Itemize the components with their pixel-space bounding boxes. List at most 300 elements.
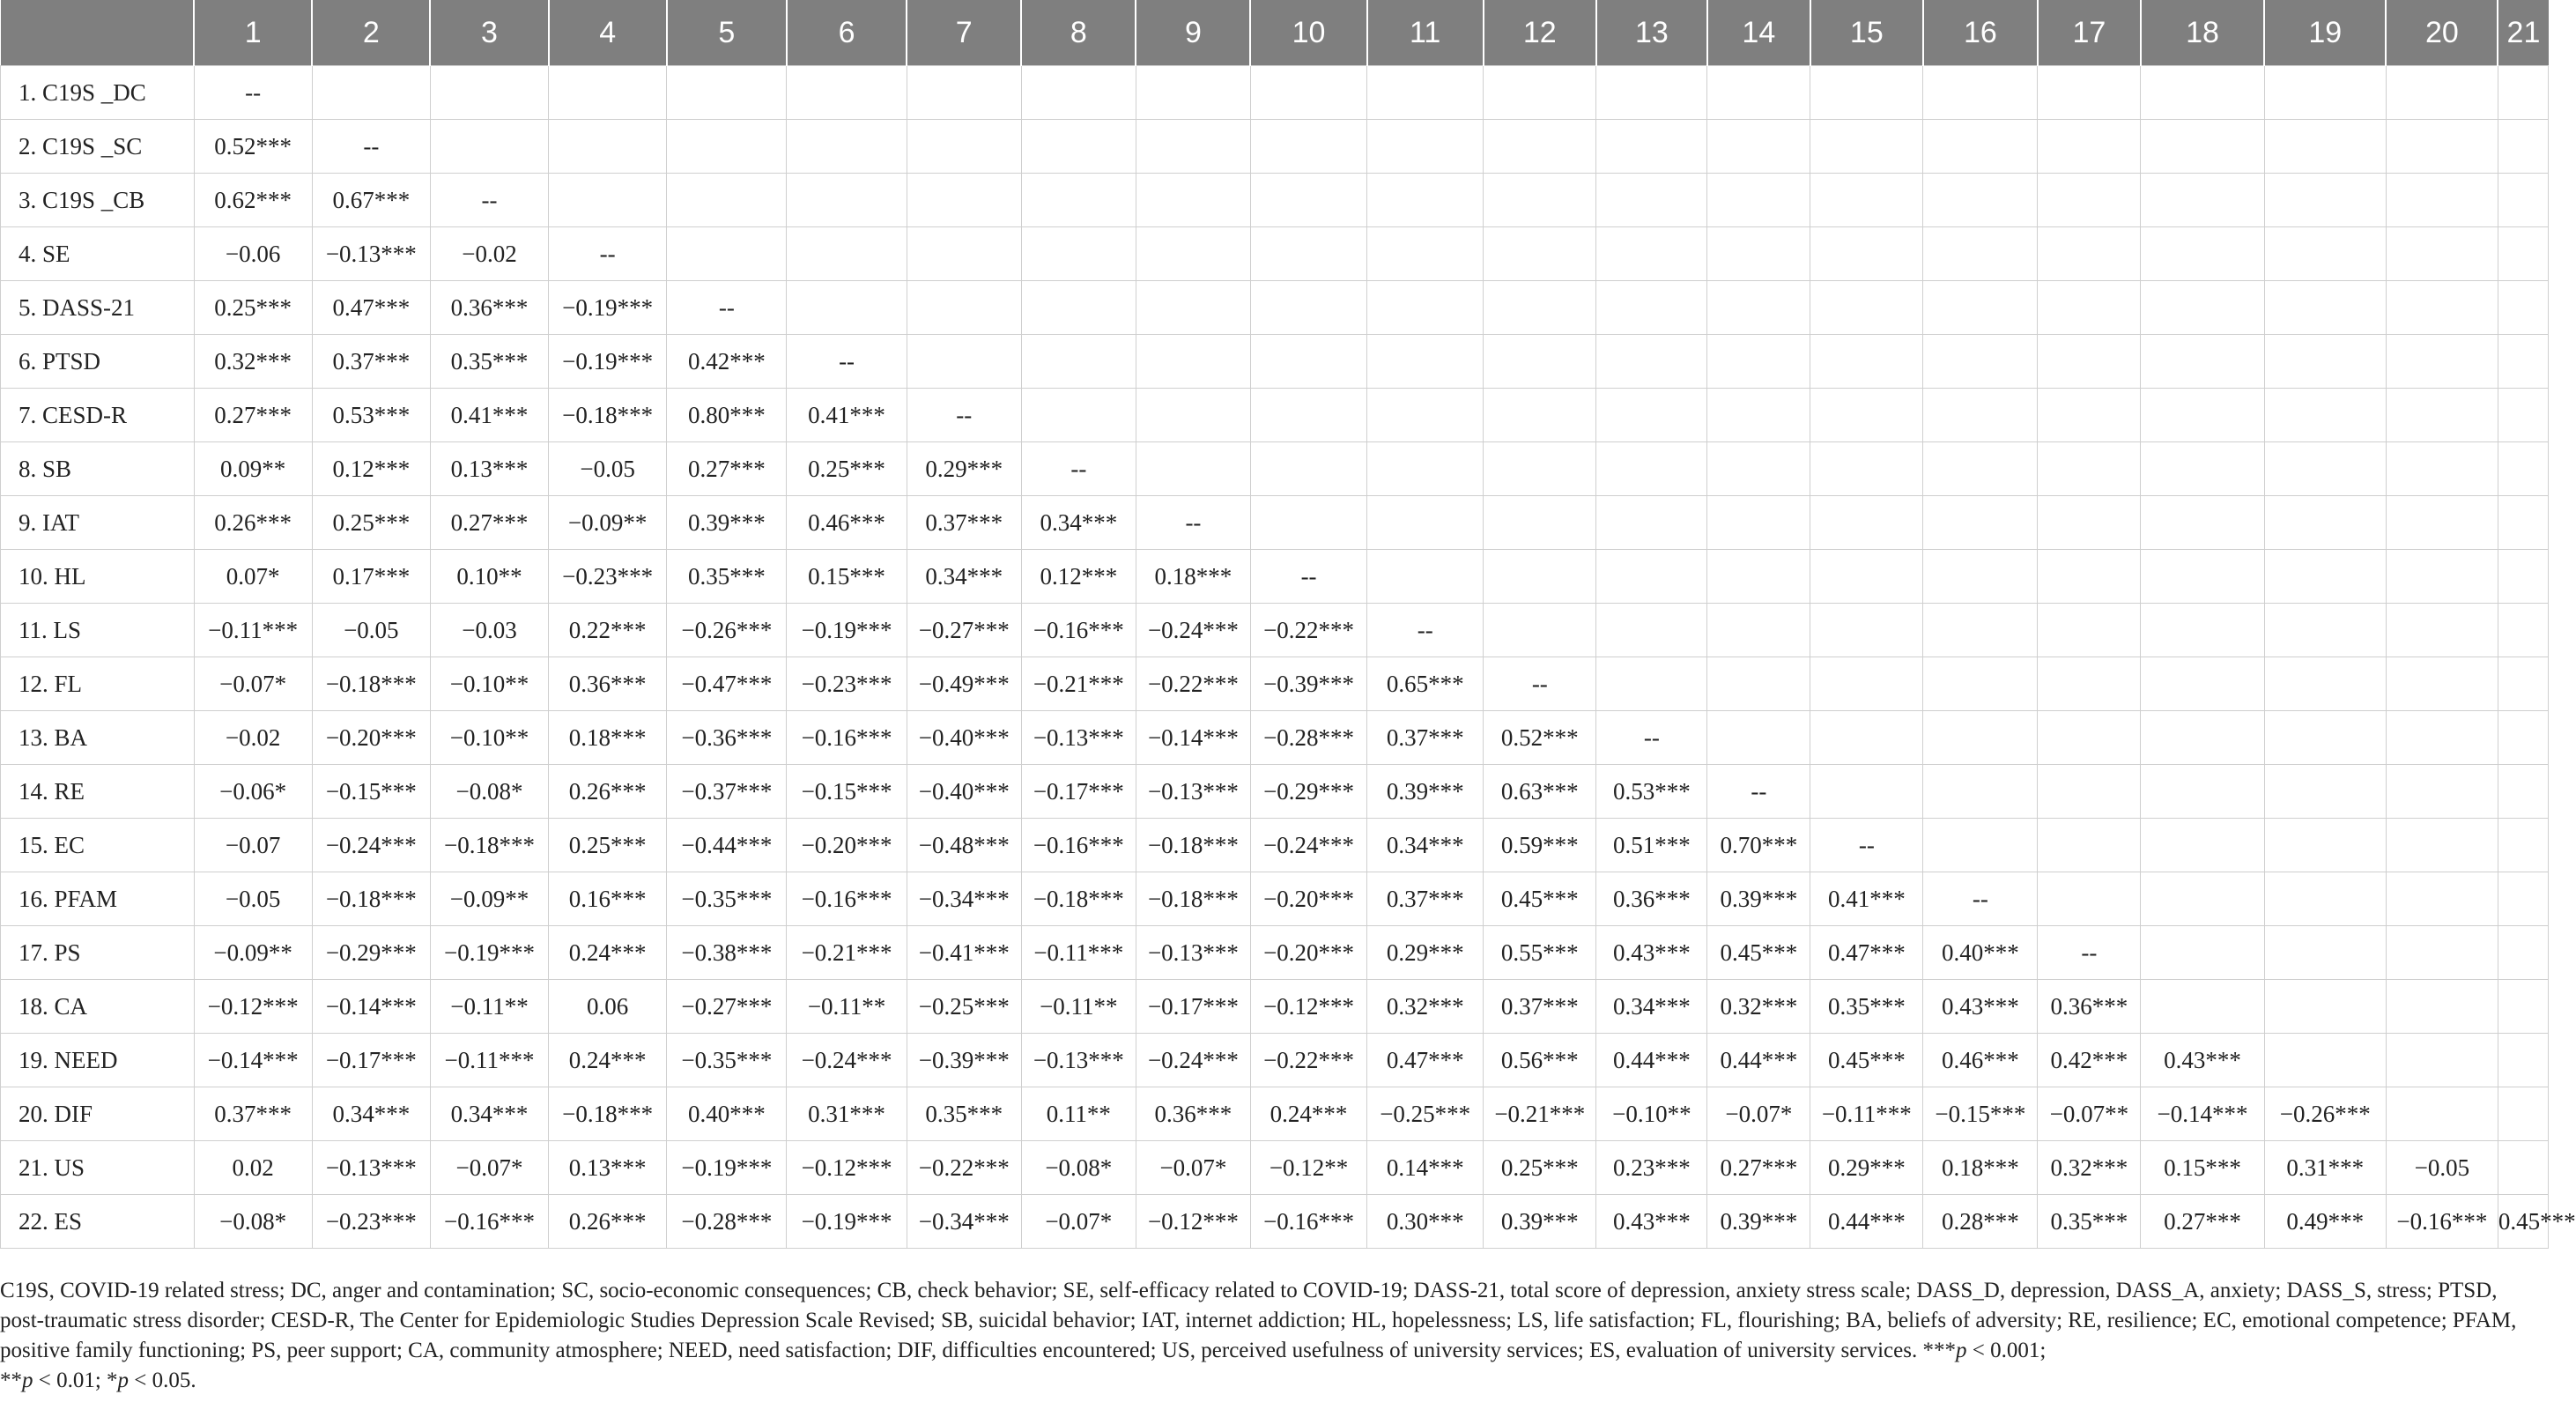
table-cell — [1707, 496, 1810, 550]
table-cell: −0.08* — [1021, 1141, 1136, 1195]
table-cell: −0.24*** — [1136, 1034, 1250, 1087]
table-cell — [1250, 335, 1366, 389]
table-cell: −0.02 — [194, 711, 312, 765]
table-cell — [2141, 926, 2264, 980]
table-cell — [2386, 227, 2498, 281]
table-cell: 0.42*** — [667, 335, 787, 389]
row-label: 17. PS — [1, 926, 195, 980]
table-cell: 0.37*** — [1367, 872, 1484, 926]
table-cell: −0.13*** — [312, 1141, 430, 1195]
column-header-16: 16 — [1923, 0, 2038, 66]
table-cell — [2498, 496, 2548, 550]
table-cell — [430, 120, 548, 174]
table-cell: −0.07** — [2038, 1087, 2141, 1141]
table-row — [1, 550, 2549, 604]
table-cell — [2498, 66, 2548, 120]
table-cell: −0.13*** — [312, 227, 430, 281]
table-cell: 0.35*** — [667, 550, 787, 604]
table-cell — [2386, 765, 2498, 819]
table-cell — [549, 66, 667, 120]
table-cell: −0.14*** — [194, 1034, 312, 1087]
table-cell: 0.46*** — [1923, 1034, 2038, 1087]
table-cell — [1484, 120, 1596, 174]
table-cell: −0.11** — [1021, 980, 1136, 1034]
table-cell — [787, 120, 907, 174]
table-cell — [1484, 604, 1596, 657]
table-cell: 0.34*** — [1596, 980, 1707, 1034]
table-cell: -- — [1707, 765, 1810, 819]
table-cell: −0.17*** — [312, 1034, 430, 1087]
table-cell: −0.09** — [549, 496, 667, 550]
table-cell — [2498, 926, 2548, 980]
table-cell: −0.14*** — [312, 980, 430, 1034]
table-cell: −0.34*** — [907, 1195, 1021, 1249]
table-cell: −0.47*** — [667, 657, 787, 711]
table-cell: 0.10** — [430, 550, 548, 604]
table-cell — [2264, 120, 2386, 174]
table-cell: −0.28*** — [667, 1195, 787, 1249]
table-cell: 0.13*** — [430, 442, 548, 496]
table-cell: 0.41*** — [1810, 872, 1923, 926]
table-cell — [1596, 174, 1707, 227]
table-cell — [2038, 872, 2141, 926]
table-cell: −0.07* — [1021, 1195, 1136, 1249]
table-cell — [1367, 442, 1484, 496]
table-cell — [2498, 550, 2548, 604]
table-cell: 0.27*** — [194, 389, 312, 442]
table-cell: 0.52*** — [194, 120, 312, 174]
table-cell — [1136, 174, 1250, 227]
table-cell: 0.29*** — [1367, 926, 1484, 980]
table-cell: −0.19*** — [430, 926, 548, 980]
table-cell — [1707, 66, 1810, 120]
table-cell — [1810, 496, 1923, 550]
column-header-18: 18 — [2141, 0, 2264, 66]
table-cell: −0.21*** — [1484, 1087, 1596, 1141]
table-cell: −0.34*** — [907, 872, 1021, 926]
table-cell — [2264, 174, 2386, 227]
table-cell: 0.35*** — [1810, 980, 1923, 1034]
table-cell: 0.44*** — [1707, 1034, 1810, 1087]
table-cell: 0.37*** — [312, 335, 430, 389]
table-cell: 0.39*** — [1707, 872, 1810, 926]
table-cell: 0.40*** — [1923, 926, 2038, 980]
table-cell: -- — [1484, 657, 1596, 711]
table-cell — [1367, 66, 1484, 120]
table-cell — [2264, 281, 2386, 335]
column-header-4: 4 — [549, 0, 667, 66]
table-cell: −0.07* — [1707, 1087, 1810, 1141]
table-cell: −0.11*** — [1810, 1087, 1923, 1141]
table-cell — [2038, 120, 2141, 174]
table-cell: −0.18*** — [1136, 819, 1250, 872]
table-cell — [2386, 389, 2498, 442]
table-cell: -- — [1367, 604, 1484, 657]
row-label: 5. DASS-21 — [1, 281, 195, 335]
table-row — [1, 227, 2549, 281]
table-cell: −0.12*** — [787, 1141, 907, 1195]
table-cell — [787, 174, 907, 227]
table-cell — [549, 120, 667, 174]
row-label: 6. PTSD — [1, 335, 195, 389]
table-cell: −0.05 — [549, 442, 667, 496]
table-cell: −0.10** — [430, 657, 548, 711]
table-cell — [1596, 496, 1707, 550]
table-cell: −0.21*** — [1021, 657, 1136, 711]
table-cell: −0.11*** — [430, 1034, 548, 1087]
table-cell — [2141, 335, 2264, 389]
table-cell: −0.16*** — [1021, 819, 1136, 872]
table-cell — [430, 66, 548, 120]
table-cell — [1136, 120, 1250, 174]
table-cell: 0.47*** — [312, 281, 430, 335]
table-cell — [2264, 872, 2386, 926]
table-cell — [1367, 335, 1484, 389]
table-cell: 0.12*** — [1021, 550, 1136, 604]
table-cell — [549, 174, 667, 227]
table-cell — [1021, 335, 1136, 389]
table-cell: 0.43*** — [1923, 980, 2038, 1034]
table-cell — [1136, 281, 1250, 335]
table-cell — [1367, 227, 1484, 281]
table-cell: 0.34*** — [1367, 819, 1484, 872]
table-cell: 0.15*** — [2141, 1141, 2264, 1195]
table-cell: 0.36*** — [1596, 872, 1707, 926]
table-row — [1, 604, 2549, 657]
row-label: 16. PFAM — [1, 872, 195, 926]
table-cell: 0.36*** — [2038, 980, 2141, 1034]
table-cell — [1810, 281, 1923, 335]
row-label: 8. SB — [1, 442, 195, 496]
table-cell — [1810, 174, 1923, 227]
table-cell: −0.12*** — [1250, 980, 1366, 1034]
table-cell: −0.08* — [194, 1195, 312, 1249]
table-cell: 0.59*** — [1484, 819, 1596, 872]
table-cell — [907, 66, 1021, 120]
table-cell: −0.07 — [194, 819, 312, 872]
table-cell — [2264, 389, 2386, 442]
table-cell — [1484, 550, 1596, 604]
table-cell: 0.09** — [194, 442, 312, 496]
table-cell: 0.45*** — [1707, 926, 1810, 980]
table-cell: 0.47*** — [1810, 926, 1923, 980]
table-cell — [2386, 496, 2498, 550]
table-cell — [1923, 711, 2038, 765]
table-cell — [2498, 281, 2548, 335]
table-cell — [2264, 335, 2386, 389]
row-label: 7. CESD-R — [1, 389, 195, 442]
table-cell — [1596, 389, 1707, 442]
table-cell: −0.25*** — [1367, 1087, 1484, 1141]
row-label: 1. C19S _DC — [1, 66, 195, 120]
table-cell: 0.26*** — [549, 1195, 667, 1249]
table-cell: −0.38*** — [667, 926, 787, 980]
table-cell — [667, 66, 787, 120]
table-row — [1, 711, 2549, 765]
table-cell: −0.18*** — [430, 819, 548, 872]
table-cell: −0.13*** — [1021, 711, 1136, 765]
table-cell — [2038, 66, 2141, 120]
column-header-21: 21 — [2498, 0, 2548, 66]
table-cell: 0.65*** — [1367, 657, 1484, 711]
table-cell: 0.17*** — [312, 550, 430, 604]
table-cell: -- — [787, 335, 907, 389]
table-cell: 0.12*** — [312, 442, 430, 496]
table-cell: 0.37*** — [1367, 711, 1484, 765]
table-row — [1, 926, 2549, 980]
table-cell: −0.12** — [1250, 1141, 1366, 1195]
table-cell — [2498, 227, 2548, 281]
table-cell — [2386, 1034, 2498, 1087]
table-cell: −0.22*** — [1136, 657, 1250, 711]
table-cell: −0.37*** — [667, 765, 787, 819]
column-header-1: 1 — [194, 0, 312, 66]
table-cell — [1923, 120, 2038, 174]
table-cell: −0.06 — [194, 227, 312, 281]
table-cell — [1136, 389, 1250, 442]
table-cell — [2264, 926, 2386, 980]
table-cell: −0.20*** — [1250, 872, 1366, 926]
table-cell — [1596, 657, 1707, 711]
table-cell: 0.45*** — [2498, 1195, 2548, 1249]
column-header-15: 15 — [1810, 0, 1923, 66]
table-cell — [1707, 442, 1810, 496]
table-row — [1, 1034, 2549, 1087]
table-cell — [2141, 442, 2264, 496]
table-cell — [1367, 550, 1484, 604]
table-cell — [2386, 872, 2498, 926]
table-cell: 0.29*** — [1810, 1141, 1923, 1195]
table-cell — [2264, 1034, 2386, 1087]
table-cell — [1596, 335, 1707, 389]
table-cell: −0.19*** — [549, 281, 667, 335]
table-cell: 0.32*** — [194, 335, 312, 389]
table-cell: 0.51*** — [1596, 819, 1707, 872]
table-cell — [1596, 281, 1707, 335]
table-cell — [2141, 711, 2264, 765]
table-cell: 0.25*** — [787, 442, 907, 496]
table-cell — [1367, 120, 1484, 174]
table-cell — [1250, 496, 1366, 550]
table-cell: −0.16*** — [787, 711, 907, 765]
table-row — [1, 872, 2549, 926]
table-cell: −0.35*** — [667, 1034, 787, 1087]
table-cell: −0.10** — [1596, 1087, 1707, 1141]
row-label: 11. LS — [1, 604, 195, 657]
table-cell: 0.56*** — [1484, 1034, 1596, 1087]
table-cell: −0.22*** — [1250, 604, 1366, 657]
table-cell: −0.26*** — [2264, 1087, 2386, 1141]
table-cell — [2038, 819, 2141, 872]
table-cell: 0.27*** — [430, 496, 548, 550]
table-cell — [2498, 819, 2548, 872]
table-cell — [2141, 604, 2264, 657]
table-cell: -- — [667, 281, 787, 335]
table-cell: −0.20*** — [1250, 926, 1366, 980]
column-header-14: 14 — [1707, 0, 1810, 66]
table-cell — [2386, 657, 2498, 711]
table-cell: −0.19*** — [549, 335, 667, 389]
table-cell — [1484, 442, 1596, 496]
table-cell — [2498, 711, 2548, 765]
table-cell: -- — [2038, 926, 2141, 980]
table-cell — [1707, 174, 1810, 227]
table-cell: −0.16*** — [787, 872, 907, 926]
table-cell: 0.14*** — [1367, 1141, 1484, 1195]
table-cell — [2038, 604, 2141, 657]
table-cell — [1810, 711, 1923, 765]
table-cell — [1250, 227, 1366, 281]
column-header-11: 11 — [1367, 0, 1484, 66]
table-cell: −0.18*** — [549, 389, 667, 442]
table-cell: −0.16*** — [2386, 1195, 2498, 1249]
table-cell: 0.11** — [1021, 1087, 1136, 1141]
table-cell — [2264, 819, 2386, 872]
header-corner — [1, 0, 195, 66]
table-cell: 0.49*** — [2264, 1195, 2386, 1249]
table-cell: 0.23*** — [1596, 1141, 1707, 1195]
table-cell: 0.26*** — [194, 496, 312, 550]
column-header-5: 5 — [667, 0, 787, 66]
table-cell — [2141, 872, 2264, 926]
table-cell — [2038, 657, 2141, 711]
table-cell: 0.32*** — [1707, 980, 1810, 1034]
table-cell: −0.07* — [1136, 1141, 1250, 1195]
table-cell: −0.18*** — [1021, 872, 1136, 926]
table-cell: 0.39*** — [1707, 1195, 1810, 1249]
table-row — [1, 1087, 2549, 1141]
table-cell: 0.37*** — [907, 496, 1021, 550]
table-cell: 0.18*** — [549, 711, 667, 765]
table-cell: −0.18*** — [312, 872, 430, 926]
table-cell — [2498, 442, 2548, 496]
row-label: 19. NEED — [1, 1034, 195, 1087]
table-cell — [1810, 389, 1923, 442]
table-cell — [1810, 604, 1923, 657]
table-cell: 0.39*** — [1367, 765, 1484, 819]
table-cell — [1021, 281, 1136, 335]
table-cell — [1250, 174, 1366, 227]
table-cell: 0.28*** — [1923, 1195, 2038, 1249]
table-cell: −0.03 — [430, 604, 548, 657]
table-cell: −0.15*** — [787, 765, 907, 819]
table-cell — [2386, 604, 2498, 657]
column-header-12: 12 — [1484, 0, 1596, 66]
table-cell — [2141, 496, 2264, 550]
table-cell — [1707, 281, 1810, 335]
table-cell: −0.15*** — [312, 765, 430, 819]
table-cell — [2498, 980, 2548, 1034]
table-body — [1, 66, 2576, 1249]
table-cell: 0.26*** — [549, 765, 667, 819]
table-cell: 0.67*** — [312, 174, 430, 227]
table-cell: 0.18*** — [1136, 550, 1250, 604]
table-cell — [2386, 926, 2498, 980]
table-cell — [2264, 765, 2386, 819]
table-cell: −0.11*** — [194, 604, 312, 657]
table-cell: −0.11** — [430, 980, 548, 1034]
table-cell — [1596, 66, 1707, 120]
table-cell: -- — [1136, 496, 1250, 550]
table-cell: 0.42*** — [2038, 1034, 2141, 1087]
table-cell: 0.43*** — [2141, 1034, 2264, 1087]
table-cell — [1484, 281, 1596, 335]
table-cell: 0.63*** — [1484, 765, 1596, 819]
column-header-2: 2 — [312, 0, 430, 66]
table-cell: −0.14*** — [2141, 1087, 2264, 1141]
table-cell — [1707, 389, 1810, 442]
table-cell: −0.28*** — [1250, 711, 1366, 765]
table-cell — [1596, 120, 1707, 174]
table-cell: −0.49*** — [907, 657, 1021, 711]
table-cell: −0.19*** — [667, 1141, 787, 1195]
table-cell: −0.13*** — [1136, 765, 1250, 819]
table-cell — [2498, 765, 2548, 819]
table-cell — [1136, 227, 1250, 281]
table-cell — [1250, 120, 1366, 174]
table-cell: −0.29*** — [1250, 765, 1366, 819]
table-cell: 0.34*** — [1021, 496, 1136, 550]
table-cell: 0.31*** — [2264, 1141, 2386, 1195]
table-cell: 0.34*** — [312, 1087, 430, 1141]
table-cell — [2038, 711, 2141, 765]
table-cell — [2498, 1034, 2548, 1087]
table-cell: −0.25*** — [907, 980, 1021, 1034]
table-cell: −0.11** — [787, 980, 907, 1034]
table-cell — [1810, 227, 1923, 281]
table-cell: −0.16*** — [1250, 1195, 1366, 1249]
table-cell: 0.27*** — [2141, 1195, 2264, 1249]
table-cell — [787, 227, 907, 281]
table-cell: −0.22*** — [907, 1141, 1021, 1195]
table-cell: −0.40*** — [907, 711, 1021, 765]
table-cell: −0.23*** — [312, 1195, 430, 1249]
table-cell — [1596, 550, 1707, 604]
table-cell — [2386, 335, 2498, 389]
table-cell: 0.35*** — [907, 1087, 1021, 1141]
table-row — [1, 765, 2549, 819]
table-cell: −0.20*** — [312, 711, 430, 765]
table-cell: 0.39*** — [667, 496, 787, 550]
table-cell — [1707, 120, 1810, 174]
column-header-9: 9 — [1136, 0, 1250, 66]
table-cell — [2498, 335, 2548, 389]
table-cell — [2498, 1087, 2548, 1141]
table-cell: −0.20*** — [787, 819, 907, 872]
table-cell — [2264, 496, 2386, 550]
table-cell — [2141, 550, 2264, 604]
table-cell: 0.47*** — [1367, 1034, 1484, 1087]
table-cell: −0.24*** — [787, 1034, 907, 1087]
table-cell: −0.27*** — [907, 604, 1021, 657]
table-cell — [1923, 819, 2038, 872]
table-cell — [1923, 765, 2038, 819]
table-cell — [667, 227, 787, 281]
column-header-19: 19 — [2264, 0, 2386, 66]
table-cell — [2498, 174, 2548, 227]
table-cell: 0.32*** — [1367, 980, 1484, 1034]
table-cell: 0.27*** — [1707, 1141, 1810, 1195]
table-cell: 0.13*** — [549, 1141, 667, 1195]
table-cell — [2141, 120, 2264, 174]
table-cell — [1923, 657, 2038, 711]
table-cell: 0.30*** — [1367, 1195, 1484, 1249]
table-cell: −0.19*** — [787, 1195, 907, 1249]
table-row — [1, 442, 2549, 496]
table-cell: −0.17*** — [1136, 980, 1250, 1034]
table-cell — [2141, 819, 2264, 872]
table-cell: 0.41*** — [430, 389, 548, 442]
